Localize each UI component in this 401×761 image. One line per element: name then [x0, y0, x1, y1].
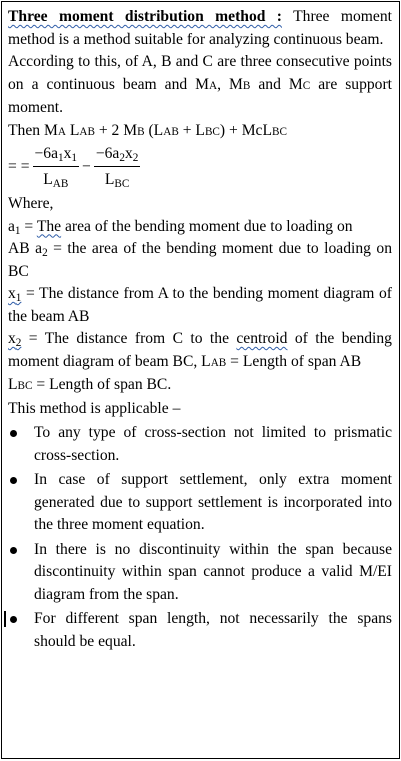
- points-paragraph: According to this, of A, B and C are three consecutive points on a continuous beam and MA, MB and MC are support moment.: [8, 53, 393, 116]
- num1-sub-x: 1: [71, 151, 78, 164]
- num2-text: −6a: [95, 145, 120, 162]
- x2-centroid: centroid: [236, 330, 288, 347]
- den1-sub: AB: [52, 177, 69, 190]
- x2-sub: 2: [15, 336, 22, 349]
- list-item: [8, 469, 392, 537]
- fraction-1-denominator: [43, 167, 68, 190]
- den2-text: L: [104, 171, 115, 188]
- x1-letter: x: [8, 285, 16, 302]
- x1-text: = The distance from A to the bending moment diagram of the beam AB: [8, 285, 392, 325]
- support-moment-text: are support moment.: [8, 75, 393, 116]
- x1-sub: 1: [15, 291, 22, 304]
- m-letter: M: [229, 75, 243, 93]
- text-cursor: [4, 611, 6, 627]
- den1-text: L: [43, 171, 53, 188]
- list-item-text: In case of support settlement, only extra moment generated due to support settlement is incorporated into the three moment equation.: [34, 471, 392, 533]
- a1-letter: a: [8, 217, 15, 235]
- a1-sub: 1: [14, 224, 21, 237]
- x1-definition: [8, 283, 392, 328]
- num1-sub-a: 1: [58, 151, 64, 164]
- equals-prefix: = =: [8, 157, 30, 175]
- den2-sub: BC: [114, 177, 130, 190]
- fraction-2-numerator: [94, 144, 141, 167]
- equation-lhs: Then MA LAB + 2 MB (LAB + LBC) + McLBC: [8, 121, 287, 139]
- fraction-1: [33, 144, 80, 190]
- a2-sub: 2: [42, 246, 48, 259]
- list-item-text: To any type of cross-section not limited to prismatic cross-section.: [34, 424, 392, 464]
- fraction-2-denominator: [105, 167, 130, 190]
- a1-the: The: [36, 217, 62, 235]
- x2-letter: x: [8, 330, 16, 347]
- x2-symbol: [8, 330, 21, 347]
- x1-symbol: [8, 285, 21, 302]
- where-label: Where,: [8, 195, 54, 212]
- a1-text: area of the bending moment due to loading on: [61, 217, 353, 235]
- lbc-letter: L: [8, 376, 18, 393]
- applicable-heading: This method is applicable –: [8, 399, 181, 417]
- mc-subscript: C: [302, 79, 311, 92]
- points-text: According to this, of A, B and C are three consecutive points on a continuous beam and M: [8, 53, 392, 93]
- list-item: [8, 422, 392, 467]
- document-page: [1, 1, 400, 759]
- fraction-2: [94, 144, 141, 190]
- num2-x: x: [124, 145, 133, 162]
- a1-definition: [8, 216, 392, 239]
- list-item: [8, 608, 392, 653]
- applicability-list: [8, 422, 392, 653]
- a2-definition: [8, 238, 392, 283]
- and-text: and M: [250, 75, 303, 93]
- x2-text-b: of the bending moment diagram of beam BC, L: [8, 330, 392, 370]
- x2-text-c: = Length of span AB: [226, 352, 362, 370]
- a2-text: = the area of the bending moment due to loading on BC: [8, 240, 392, 280]
- lbc-sub: BC: [17, 380, 33, 392]
- mb-subscript: B: [242, 79, 251, 92]
- intro-text: Three moment method is a method suitable for analyzing continuous beam.: [8, 8, 392, 48]
- num1-text: −6a: [34, 145, 59, 162]
- fraction-1-numerator: [33, 144, 80, 167]
- lbc-text: = Length of span BC.: [32, 376, 172, 393]
- list-item-text: In there is no discontinuity within the span because discontinuity within span cannot produce a valid M/EI diagram from the span.: [34, 540, 392, 603]
- lab-sub: AB: [210, 356, 227, 369]
- list-item-text: For different span length, not necessarily the spans should be equal.: [34, 610, 392, 650]
- x2-text-a: = The distance from C to the: [21, 330, 237, 347]
- equation-rhs: [8, 141, 392, 193]
- num1-x: x: [63, 145, 72, 162]
- bullet-icon: [10, 430, 17, 437]
- a1-eq: =: [20, 217, 37, 235]
- a2-prefix: AB a: [8, 240, 43, 257]
- num2-sub-x: 2: [132, 151, 139, 164]
- lbc-definition: [8, 374, 392, 398]
- bullet-icon: [10, 477, 17, 484]
- list-item: [8, 539, 392, 607]
- num2-sub-a: 2: [119, 151, 125, 164]
- x2-definition: [8, 328, 392, 374]
- intro-paragraph: [8, 6, 392, 51]
- section-title: Three moment distribution method :: [8, 8, 282, 25]
- bullet-icon: [10, 547, 17, 554]
- bullet-icon: [10, 616, 17, 623]
- minus-sign: −: [82, 157, 91, 175]
- ma-subscript: A: [209, 79, 218, 92]
